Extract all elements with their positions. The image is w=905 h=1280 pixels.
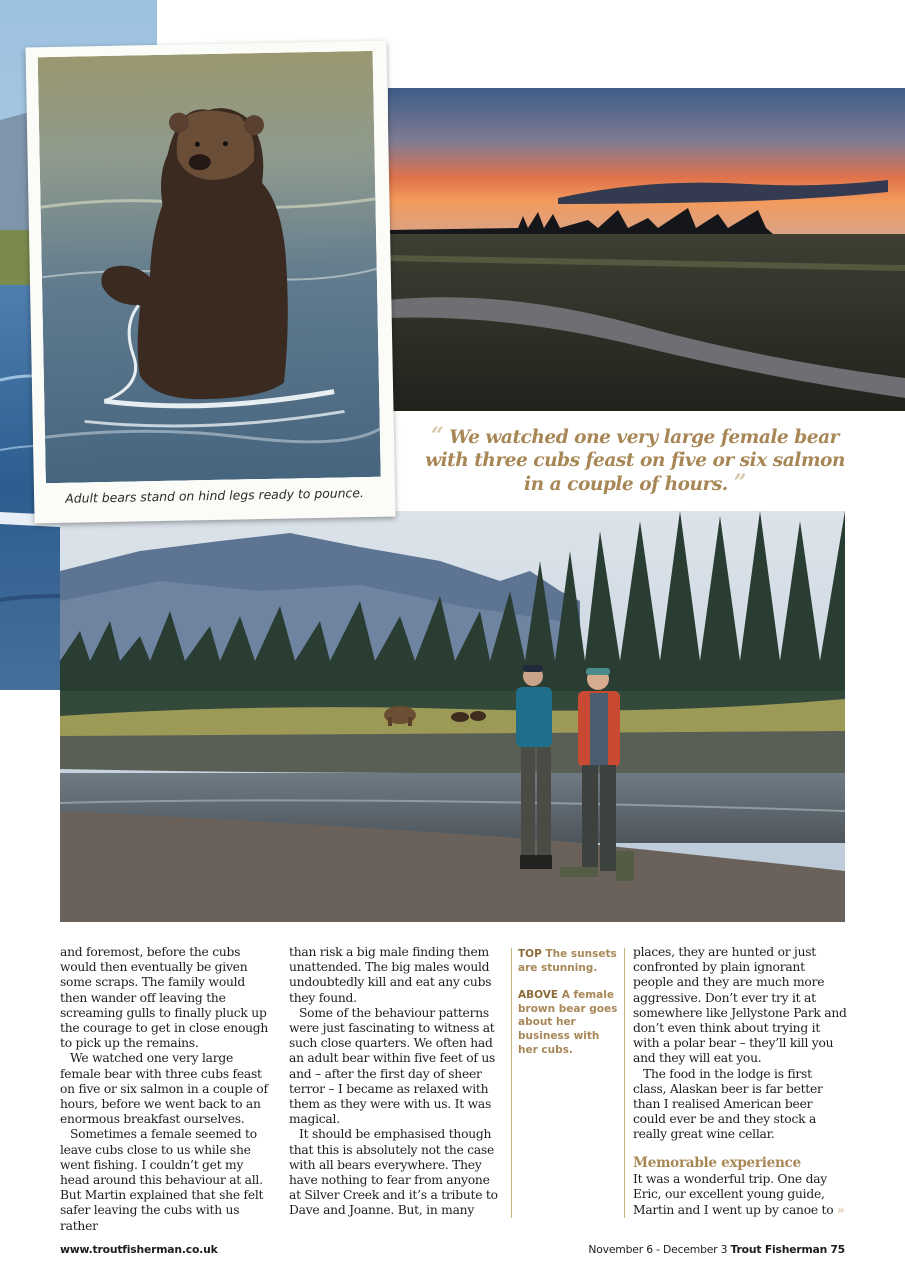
open-quote-mark: “ [431, 423, 444, 449]
article-column-1 [60, 945, 275, 1234]
page-number: 75 [830, 1243, 845, 1256]
bear-polaroid-photo [25, 41, 395, 524]
paragraph: Some of the behaviour patterns were just fascinating to witness at such close quarters. We often had an adult bear within five feet of us and – after the first day of sheer terror – I became as relaxed with them as they were with us. It was magical. [289, 1005, 496, 1127]
paragraph: places, they are hunted or just confronted by plain ignorant people and they are much more aggressive. Don’t ever try it at somewhere like Jellystone Park and don’t even think about trying it with a polar bear – they’ll kill you and they will eat you. [633, 945, 847, 1066]
paragraph: We watched one very large female bear with three cubs feast on five or six salmon in a couple of hours, before we went back to an enormous breakfast ourselves. [60, 1051, 268, 1127]
paragraph-text: It was a wonderful trip. One day Eric, our excellent young guide, Martin and I went up by canoe to [633, 1171, 834, 1218]
paragraph: Sometimes a female seemed to leave cubs close to us while she went fishing. I couldn’t get my head around this behaviour at all. But Martin explained that she felt safer leaving the cubs with us rather [60, 1127, 264, 1233]
article-column-4 [633, 945, 848, 1218]
paragraph [633, 1172, 848, 1219]
photo-captions-column [518, 948, 618, 1071]
photo-caption-bears: Adult bears stand on hind legs ready to pounce. [65, 485, 364, 506]
section-subheading: Memorable experience [633, 1154, 801, 1171]
continue-mark: » [837, 1202, 845, 1218]
footer-website: www.troutfisherman.co.uk [60, 1243, 218, 1256]
footer-issue-date: November 6 - December 3 [588, 1243, 728, 1256]
paragraph: It should be emphasised though that this is absolutely not the case with all bears everywhere. They have nothing to fear from anyone at Silver Creek and it’s a tribute to Dave and Joanne. But, in many [289, 1127, 498, 1218]
caption-text-top: The sunsets are stunning. [518, 948, 617, 974]
caption-text-above: A female brown bear goes about her business with her cubs. [518, 989, 618, 1056]
footer-magazine-name: Trout Fisherman [730, 1243, 828, 1256]
anglers-watching-bears-photo [60, 511, 845, 922]
column-divider [511, 948, 512, 1218]
paragraph: than risk a big male finding them unattended. The big males would undoubtedly kill and eat any cubs they found. [289, 945, 492, 1005]
paragraph: The food in the lodge is first class, Alaskan beer is far better than I realised American beer could ever be and they stock a really great wine cellar. [633, 1066, 823, 1142]
caption-top [518, 948, 618, 975]
pull-quote-text: We watched one very large female bear with three cubs feast on five or six salmon in a couple of hours. [425, 427, 845, 495]
caption-above [518, 989, 618, 1057]
sunset-photo [388, 88, 905, 411]
caption-label-above: ABOVE [518, 989, 559, 1002]
close-quote-mark: ” [733, 470, 746, 496]
pull-quote [420, 425, 850, 496]
paragraph: and foremost, before the cubs would then eventually be given some scraps. The family would then wander off leaving the screaming gulls to finally pluck up the courage to get in close enough to pick up the remains. [60, 945, 269, 1051]
standing-bear-photo [38, 51, 381, 483]
caption-label-top: TOP [518, 948, 542, 960]
footer-folio [588, 1243, 845, 1256]
article-column-2 [289, 945, 504, 1219]
column-divider [624, 948, 625, 1218]
